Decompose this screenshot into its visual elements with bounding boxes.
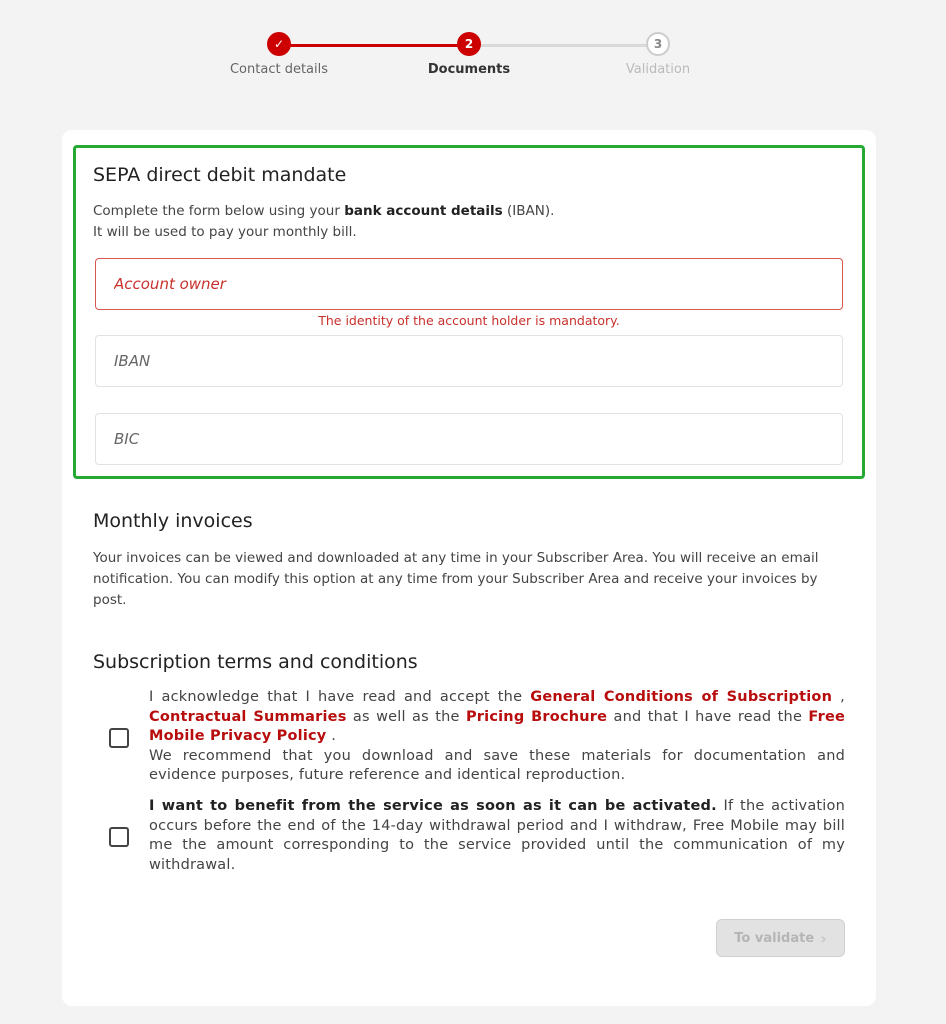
immediate-activation-checkbox[interactable] [109,827,129,847]
step-number: 3 [646,32,670,56]
accept-conditions-text: I acknowledge that I have read and accept the General Conditions of Subscription , Contractual Summaries as well as the Pricing Brochure and that I have read the Free Mobile Privacy Policy . We recommend that you download and save these materials for documentation and evidence purposes, future reference and identical reproduction. [149,689,846,784]
invoices-text: Your invoices can be viewed and downloaded at any time in your Subscriber Area. You will receive an email notification. You can modify this option at any time from your Subscriber Area and receive your invoices by post. [93,550,819,608]
step-contact-details[interactable] [209,32,349,77]
pricing-brochure-link[interactable]: Pricing Brochure [465,708,608,725]
progress-stepper [0,32,946,82]
step-documents [399,32,539,77]
bic-input[interactable] [114,430,842,448]
iban-input[interactable] [114,352,842,370]
contractual-summaries-link[interactable]: Contractual Summaries [149,708,347,725]
step-label: Contact details [229,62,329,77]
account-owner-field[interactable] [95,258,843,310]
validate-button[interactable]: To validate › [716,919,845,957]
accept-conditions-checkbox[interactable] [109,728,129,748]
terms-title: Subscription terms and conditions [93,651,418,673]
privacy-policy-link[interactable]: Free Mobile Privacy Policy [149,708,846,745]
step-number: 2 [457,32,481,56]
sepa-intro: Complete the form below using your bank account details (IBAN). It will be used to pay your monthly bill. [93,203,555,240]
account-owner-error: The identity of the account holder is mandatory. [318,313,620,328]
bic-field[interactable] [95,413,843,465]
immediate-activation-text: I want to benefit from the service as soon as it can be activated. If the activation occurs before the end of the 14-day withdrawal period and I withdraw, Free Mobile may bill me the amount corresponding to the service provided until the communication of my withdrawal. [149,798,845,873]
iban-field[interactable] [95,335,843,387]
chevron-right-icon: › [820,928,827,948]
account-owner-input[interactable] [114,275,842,293]
step-label: Validation [625,62,691,77]
check-icon: ✓ [267,32,291,56]
step-label: Documents [427,62,511,77]
step-validation [588,32,728,77]
general-conditions-link[interactable]: General Conditions of Subscription [530,689,833,705]
invoices-title: Monthly invoices [93,510,253,532]
sepa-title: SEPA direct debit mandate [93,164,347,186]
